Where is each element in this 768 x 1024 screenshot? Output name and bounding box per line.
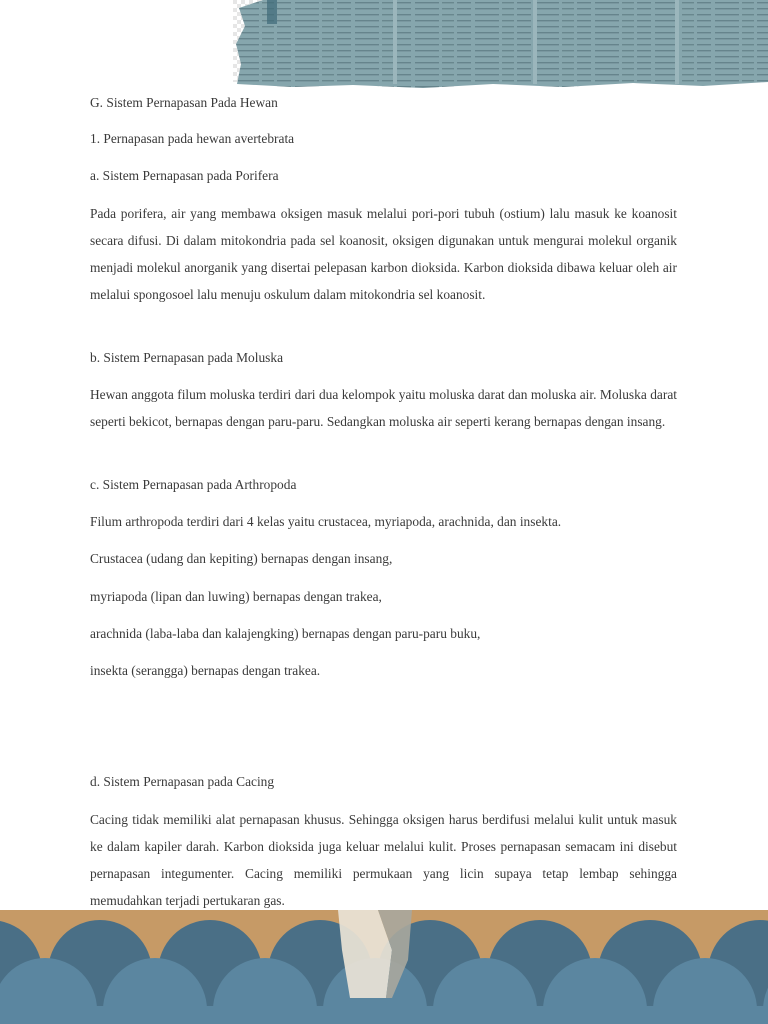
- chapter-heading: G. Sistem Pernapasan Pada Hewan: [90, 95, 278, 110]
- section-heading: 1. Pernapasan pada hewan avertebrata: [90, 131, 295, 146]
- subsection-c-intro: Filum arthropoda terdiri dari 4 kelas yaitu crustacea, myriapoda, arachnida, dan insekta.: [90, 514, 562, 529]
- list-item: myriapoda (lipan dan luwing) bernapas dengan trakea,: [90, 589, 382, 604]
- list-item: insekta (serangga) bernapas dengan trakea.: [90, 663, 321, 678]
- header-newspaper-collage: [233, 0, 768, 88]
- list-item: Crustacea (udang dan kepiting) bernapas dengan insang,: [90, 551, 393, 566]
- footer-wave-decoration: [0, 910, 768, 1024]
- subsection-d-paragraph: Cacing tidak memiliki alat pernapasan khusus. Sehingga oksigen harus berdifusi melalui kulit untuk masuk ke dalam kapiler darah. Karbon dioksida juga keluar melalui kulit. Proses pernapasan semacam ini disebut pernapasan integumenter. Cacing memiliki permukaan yang licin supaya tetap lembap sehingga memudahkan terjadi pertukaran gas.: [90, 812, 677, 908]
- subsection-d-title: d. Sistem Pernapasan pada Cacing: [90, 774, 275, 789]
- subsection-a-paragraph: Pada porifera, air yang membawa oksigen masuk melalui pori-pori tubuh (ostium) lalu masuk ke koanosit secara difusi. Di dalam mitokondria pada sel koanosit, oksigen digunakan untuk mengurai molekul organik menjadi molekul anorganik yang disertai pelepasan karbon dioksida. Karbon dioksida dibawa keluar oleh air melalui spongosoel lalu menuju oskulum dalam mitokondria sel koanosit.: [90, 206, 677, 302]
- subsection-a-title: a. Sistem Pernapasan pada Porifera: [90, 168, 279, 183]
- subsection-c-title: c. Sistem Pernapasan pada Arthropoda: [90, 477, 297, 492]
- list-item: arachnida (laba-laba dan kalajengking) bernapas dengan paru-paru buku,: [90, 626, 481, 641]
- subsection-b-title: b. Sistem Pernapasan pada Moluska: [90, 350, 284, 365]
- subsection-b-paragraph: Hewan anggota filum moluska terdiri dari dua kelompok yaitu moluska darat dan moluska air. Moluska darat seperti bekicot, bernapas dengan paru-paru. Sedangkan moluska air seperti kerang bernapas dengan insang.: [90, 387, 677, 429]
